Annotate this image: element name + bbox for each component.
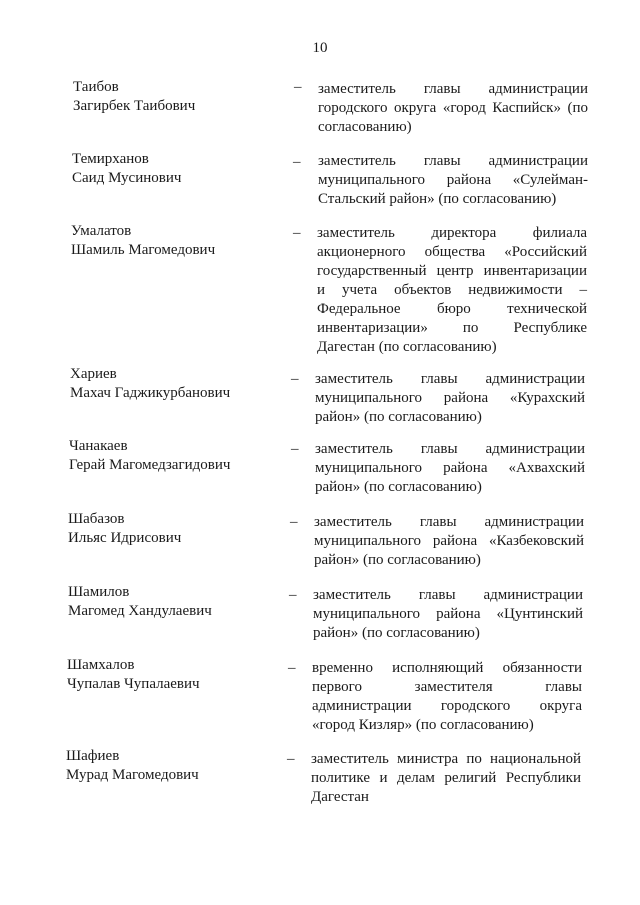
- description-line: район» (по согласованию): [314, 552, 481, 568]
- person-name: [66, 747, 271, 785]
- given-name: Магомед Хандулаевич: [68, 603, 212, 619]
- position-description: [314, 513, 584, 570]
- position-description: [318, 152, 588, 209]
- description-line: заместитель министра по национальной: [311, 751, 581, 767]
- description-line: муниципального района «Казбековский: [314, 533, 584, 549]
- description-line: заместитель главы администрации: [315, 441, 585, 457]
- position-description: [317, 224, 587, 357]
- dash: –: [291, 371, 299, 387]
- position-description: [313, 586, 583, 643]
- person-name: [73, 78, 278, 116]
- description-line: согласованию): [318, 119, 412, 135]
- dash: –: [288, 660, 296, 676]
- description-line: заместитель главы администрации: [315, 371, 585, 387]
- description-line: государственный центр инвентаризации: [317, 263, 587, 279]
- position-description: [312, 659, 582, 735]
- person-name: [68, 583, 273, 621]
- description-line: администрации городского округа: [312, 698, 582, 714]
- person-name: [70, 365, 275, 403]
- given-name: Шамиль Магомедович: [71, 242, 216, 258]
- person-name: [71, 222, 276, 260]
- dash: –: [289, 587, 297, 603]
- surname: Умалатов: [71, 223, 132, 239]
- description-line: заместитель главы администрации: [314, 514, 584, 530]
- person-name: [68, 510, 273, 548]
- description-line: Стальский район» (по согласованию): [318, 191, 557, 207]
- person-name: [72, 150, 277, 188]
- surname: Шабазов: [68, 511, 125, 527]
- description-line: муниципального района «Сулейман-: [318, 172, 588, 188]
- given-name: Чупалав Чупалаевич: [67, 676, 200, 692]
- surname: Шамхалов: [67, 657, 135, 673]
- description-line: район» (по согласованию): [315, 409, 482, 425]
- description-line: район» (по согласованию): [313, 625, 480, 641]
- description-line: район» (по согласованию): [315, 479, 482, 495]
- given-name: Ильяс Идрисович: [68, 530, 182, 546]
- description-line: и учета объектов недвижимости –: [317, 282, 587, 298]
- description-line: акционерного общества «Российский: [317, 244, 587, 260]
- surname: Таибов: [73, 79, 119, 95]
- given-name: Саид Мусинович: [72, 170, 182, 186]
- description-line: Дагестан: [311, 789, 369, 805]
- description-line: городского округа «город Каспийск» (по: [318, 100, 588, 116]
- surname: Хариев: [70, 366, 117, 382]
- description-line: муниципального района «Ахвахский: [315, 460, 585, 476]
- given-name: Мурад Магомедович: [66, 767, 199, 783]
- dash: –: [291, 441, 299, 457]
- description-line: первого заместителя главы: [312, 679, 582, 695]
- description-line: политике и делам религий Республики: [311, 770, 581, 786]
- position-description: [311, 750, 581, 807]
- description-line: муниципального района «Курахский: [315, 390, 585, 406]
- given-name: Герай Магомедзагидович: [69, 457, 231, 473]
- dash: –: [290, 514, 298, 530]
- description-line: Федеральное бюро технической: [317, 301, 587, 317]
- page-number: 10: [312, 40, 328, 56]
- given-name: Загирбек Таибович: [73, 98, 196, 114]
- position-description: [315, 370, 585, 427]
- dash: –: [287, 751, 295, 767]
- description-line: заместитель директора филиала: [317, 225, 587, 241]
- given-name: Махач Гаджикурбанович: [70, 385, 231, 401]
- surname: Чанакаев: [69, 438, 128, 454]
- dash: –: [293, 225, 301, 241]
- description-line: временно исполняющий обязанности: [312, 660, 582, 676]
- description-line: муниципального района «Цунтинский: [313, 606, 583, 622]
- description-line: Дагестан (по согласованию): [317, 339, 497, 355]
- description-line: «город Кизляр» (по согласованию): [312, 717, 534, 733]
- dash: –: [293, 154, 301, 170]
- surname: Темирханов: [72, 151, 149, 167]
- surname: Шафиев: [66, 748, 120, 764]
- description-line: заместитель главы администрации: [318, 81, 588, 97]
- surname: Шамилов: [68, 584, 130, 600]
- position-description: [318, 80, 588, 137]
- dash: –: [294, 79, 302, 95]
- position-description: [315, 440, 585, 497]
- person-name: [67, 656, 272, 694]
- description-line: заместитель главы администрации: [318, 153, 588, 169]
- person-name: [69, 437, 274, 475]
- description-line: заместитель главы администрации: [313, 587, 583, 603]
- description-line: инвентаризации» по Республике: [317, 320, 587, 336]
